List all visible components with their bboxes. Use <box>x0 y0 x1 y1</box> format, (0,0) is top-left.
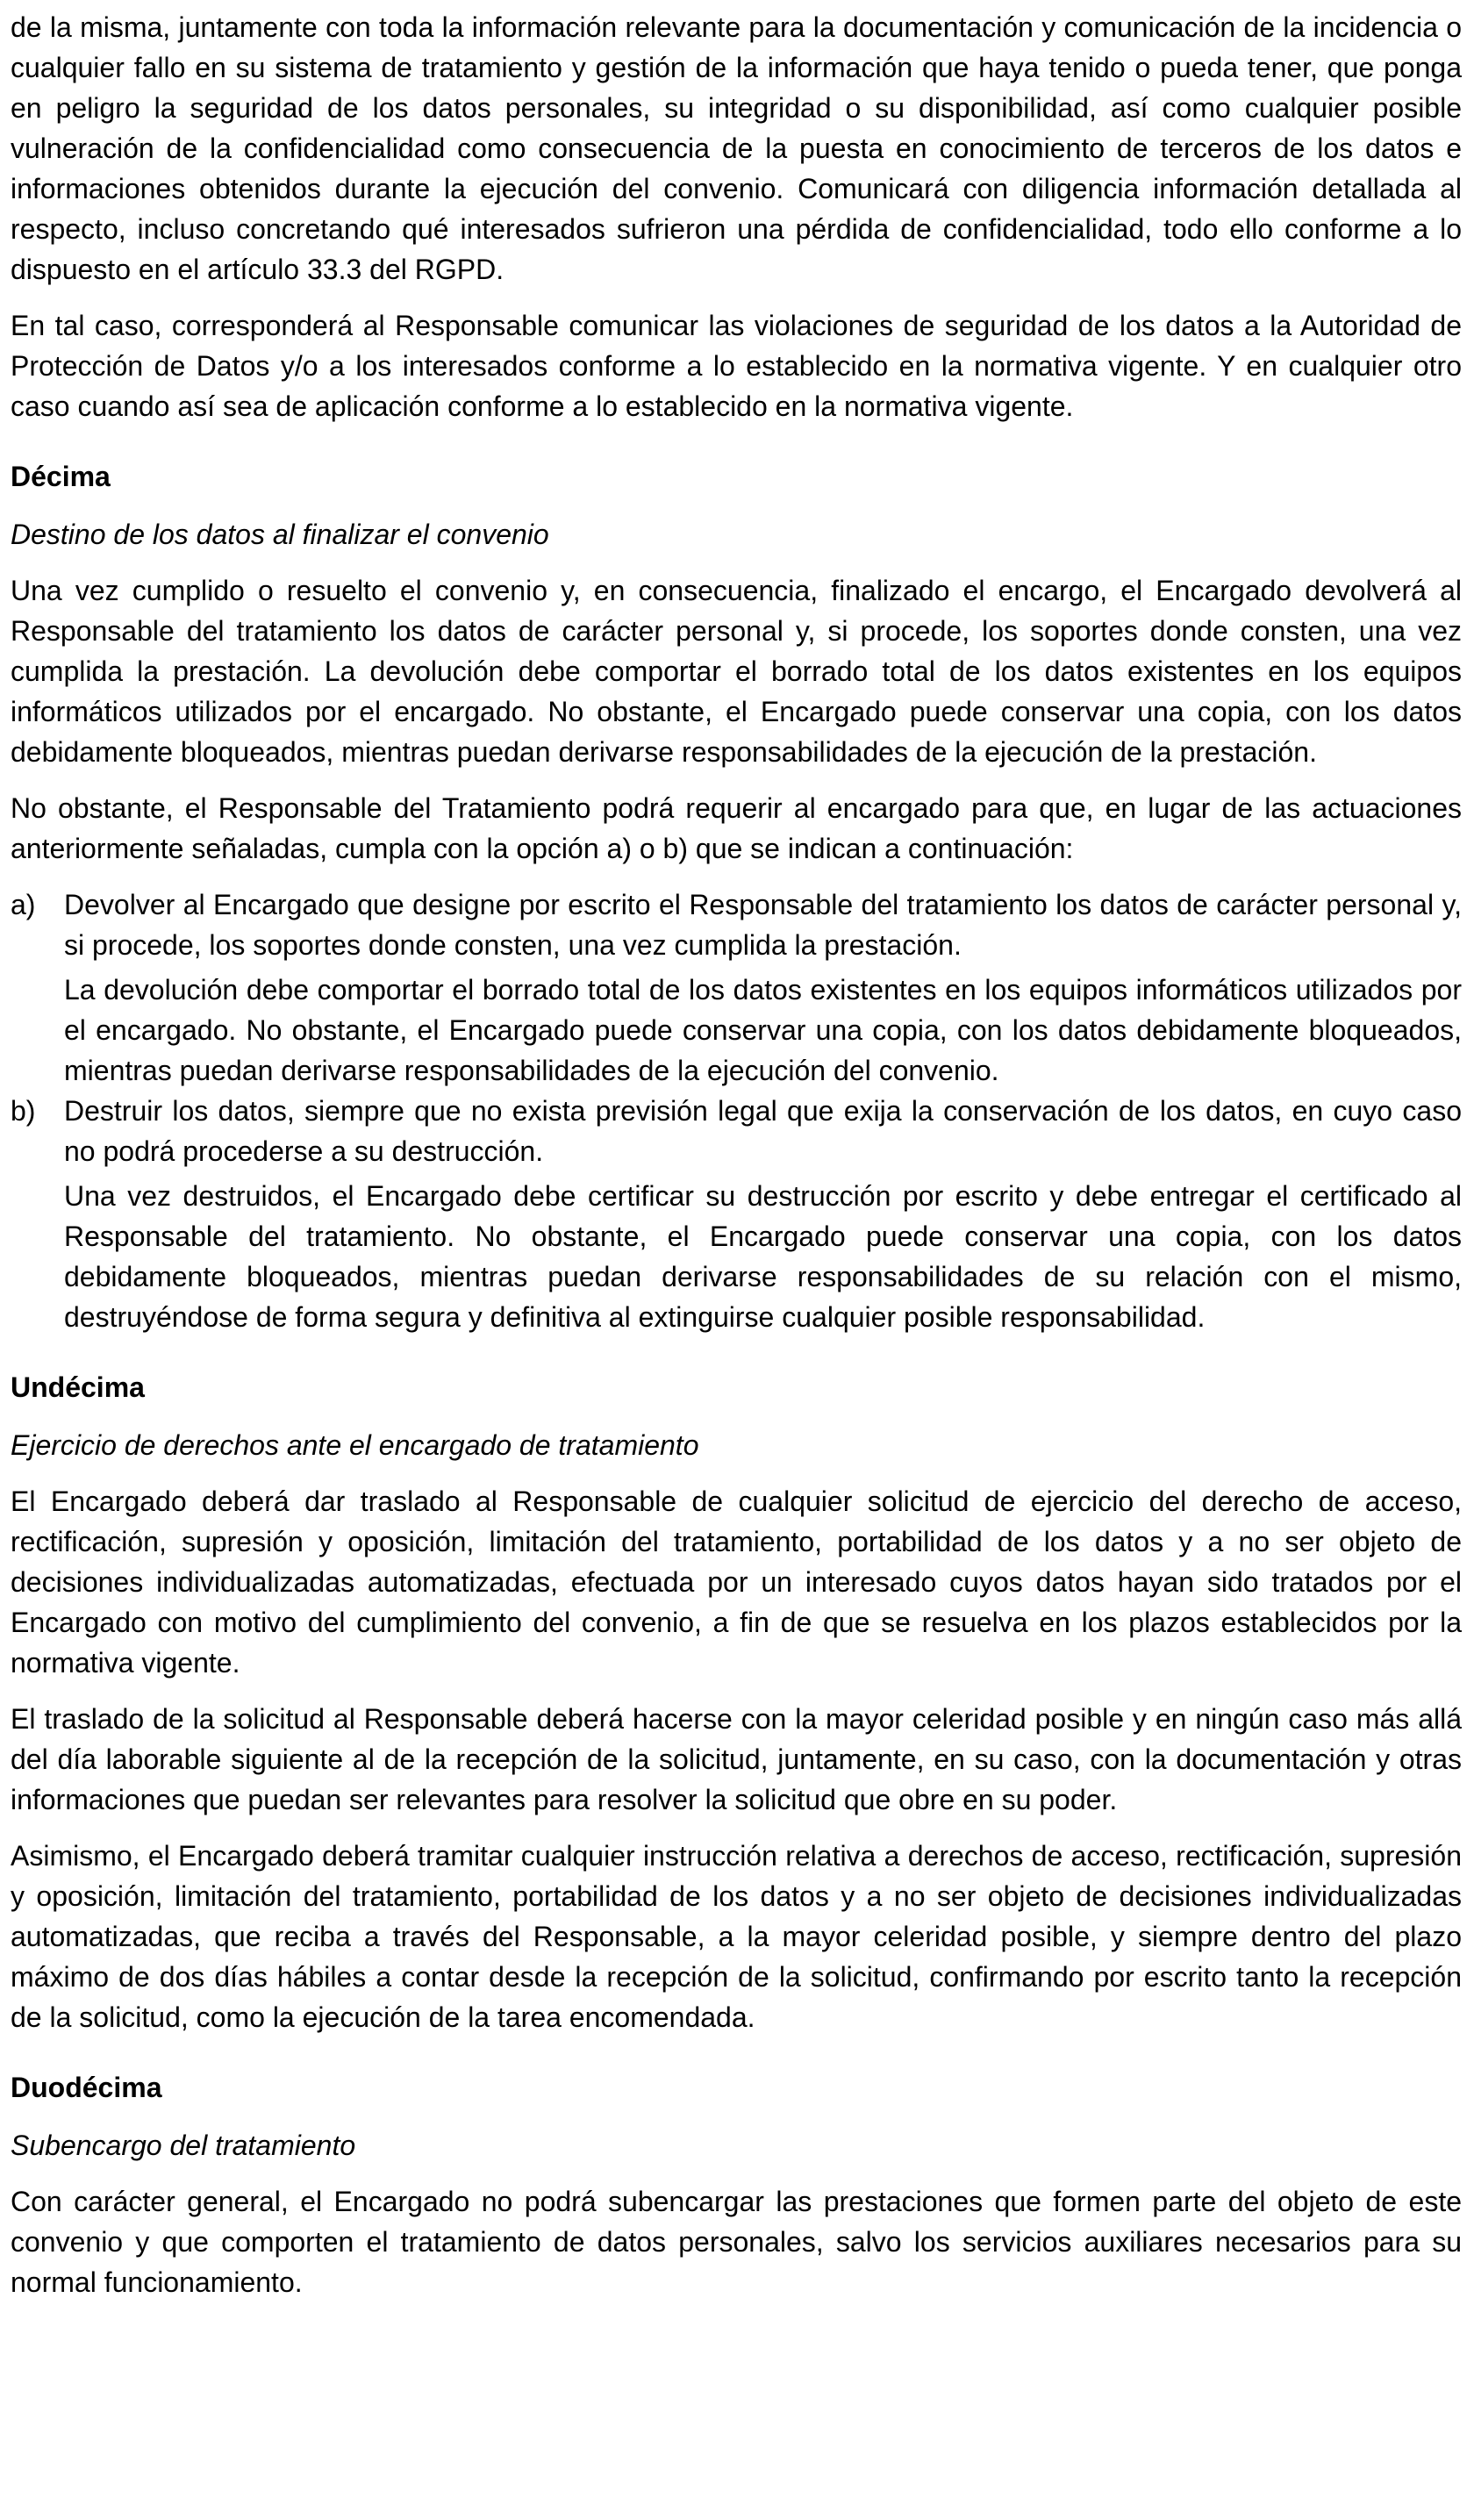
body-paragraph: de la misma, juntamente con toda la información relevante para la documentación y comunicación de la incidencia o cualquier fallo en su sistema de tratamiento y gestión de la información que haya tenido o pueda tener, que ponga en peligro la seguridad de los datos personales, su integridad o su disponibilidad, así como cualquier posible vulneración de la confidencialidad como consecuencia de la puesta en conocimiento de terceros de los datos e informaciones obtenidos durante la ejecución del convenio. Comunicará con diligencia información detallada al respecto, incluso concretando qué interesados sufrieron una pérdida de confidencialidad, todo ello conforme a lo dispuesto en el artículo 33.3 del RGPD. <box>11 11 1462 285</box>
body-paragraph: En tal caso, corresponderá al Responsable comunicar las violaciones de seguridad de los datos a la Autoridad de Protección de Datos y/o a los interesados conforme a lo establecido en la normativa vigente. Y en cualquier otro caso cuando así sea de aplicación conforme a lo establecido en la normativa vigente. <box>11 310 1462 422</box>
list-paragraph: La devolución debe comportar el borrado total de los datos existentes en los equipos informáticos utilizados por el encargado. No obstante, el Encargado puede conservar una copia, con los datos debidamente bloqueados, mientras puedan derivarse responsabilidades de la ejecución del convenio. <box>64 974 1462 1086</box>
list-marker: a) <box>11 889 36 920</box>
section-heading-undecima: Undécima <box>11 1371 145 1403</box>
body-paragraph: El traslado de la solicitud al Responsable deberá hacerse con la mayor celeridad posible y en ningún caso más allá del día laborable siguiente al de la recepción de la solicitud, juntamente, en su caso, con la documentación y otras informaciones que puedan ser relevantes para resolver la solicitud que obre en su poder. <box>11 1703 1462 1815</box>
list-item-b <box>11 1091 1462 1337</box>
section-subheading: Destino de los datos al finalizar el convenio <box>11 519 549 550</box>
body-paragraph: Una vez cumplido o resuelto el convenio y, en consecuencia, finalizado el encargo, el Encargado devolverá al Responsable del tratamiento los datos de carácter personal y, si procede, los soportes donde consten, una vez cumplida la prestación. La devolución debe comportar el borrado total de los datos existentes en los equipos informáticos utilizados por el encargado. No obstante, el Encargado puede conservar una copia, con los datos debidamente bloqueados, mientras puedan derivarse responsabilidades de la ejecución de la prestación. <box>11 575 1462 768</box>
list-paragraph: Devolver al Encargado que designe por escrito el Responsable del tratamiento los datos de carácter personal y, si procede, los soportes donde consten, una vez cumplida la prestación. <box>64 889 1462 961</box>
list-marker: b) <box>11 1095 36 1127</box>
section-subheading: Ejercicio de derechos ante el encargado de tratamiento <box>11 1429 699 1461</box>
list-item-body <box>64 1091 1462 1337</box>
body-paragraph: Asimismo, el Encargado deberá tramitar cualquier instrucción relativa a derechos de acceso, rectificación, supresión y oposición, limitación del tratamiento, portabilidad de los datos y a no ser objeto de decisiones individualizadas automatizadas, que reciba a través del Responsable, a la mayor celeridad posible, y siempre dentro del plazo máximo de dos días hábiles a contar desde la recepción de la solicitud, confirmando por escrito tanto la recepción de la solicitud, como la ejecución de la tarea encomendada. <box>11 1840 1462 2033</box>
list-paragraph: Destruir los datos, siempre que no exista previsión legal que exija la conservación de los datos, en cuyo caso no podrá procederse a su destrucción. <box>64 1095 1462 1167</box>
section-subheading: Subencargo del tratamiento <box>11 2130 356 2161</box>
section-heading-decima: Décima <box>11 461 111 492</box>
body-paragraph: El Encargado deberá dar traslado al Responsable de cualquier solicitud de ejercicio del derecho de acceso, rectificación, supresión y oposición, limitación del tratamiento, portabilidad de los datos y a no ser objeto de decisiones individualizadas automatizadas, efectuada por un interesado cuyos datos hayan sido tratados por el Encargado con motivo del cumplimiento del convenio, a fin de que se resuelva en los plazos establecidos por la normativa vigente. <box>11 1486 1462 1679</box>
section-heading-duodecima: Duodécima <box>11 2072 162 2103</box>
list-item-a <box>11 884 1462 1091</box>
body-paragraph: Con carácter general, el Encargado no podrá subencargar las prestaciones que formen parte del objeto de este convenio y que comporten el tratamiento de datos personales, salvo los servicios auxiliares necesarios para su normal funcionamiento. <box>11 2186 1462 2298</box>
list-paragraph: Una vez destruidos, el Encargado debe certificar su destrucción por escrito y debe entregar el certificado al Responsable del tratamiento. No obstante, el Encargado puede conservar una copia, con los datos debidamente bloqueados, mientras puedan derivarse responsabilidades de su relación con el mismo, destruyéndose de forma segura y definitiva al extinguirse cualquier posible responsabilidad. <box>64 1180 1462 1333</box>
body-paragraph: No obstante, el Responsable del Tratamiento podrá requerir al encargado para que, en lugar de las actuaciones anteriormente señaladas, cumpla con la opción a) o b) que se indican a continuación: <box>11 792 1462 864</box>
list-item-body <box>64 884 1462 1091</box>
